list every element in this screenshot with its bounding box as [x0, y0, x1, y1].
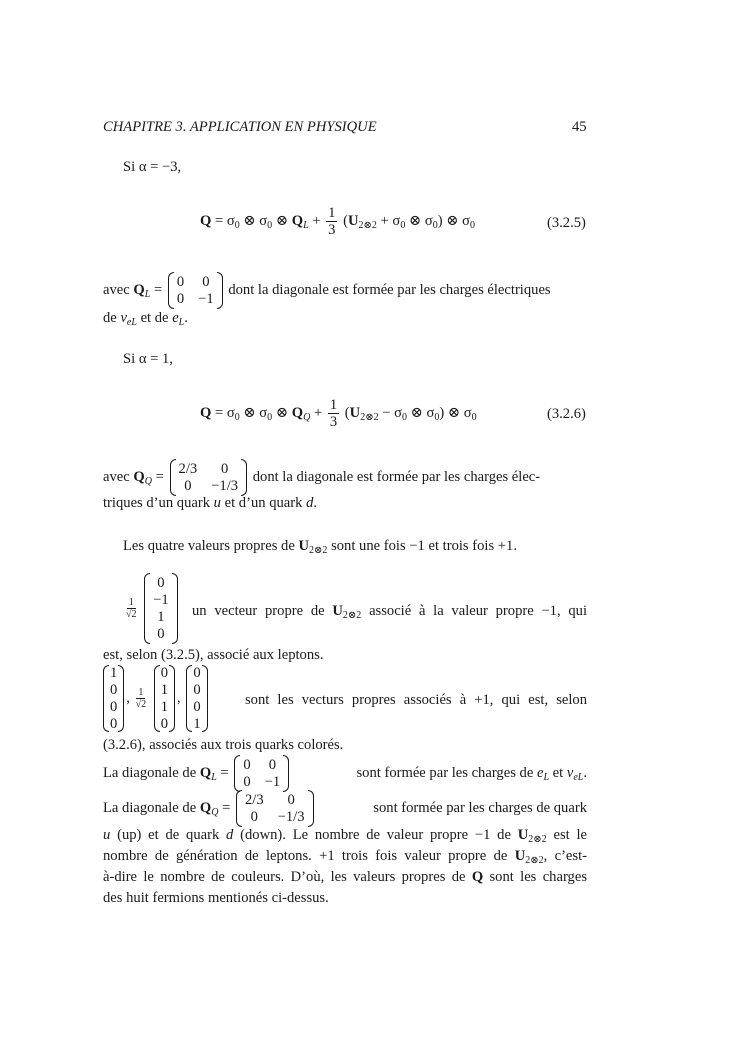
equation-3-2-5: $Q = \sigma_0$ ⊗ $\sigma_0$ ⊗ $Q_L$ + $\frac{1}{3}$ ($U_{2\otimes 2} + \sigma_0$ ⊗ $\sigma_0$) ⊗ $\sigma_0$	[200, 205, 475, 238]
case2-intro: Si α = 1,	[123, 351, 173, 367]
eigen-sentence: Les quatre valeurs propres de $U_{2\otimes 2}$ sont une fois −1 et trois fois +1.	[123, 538, 517, 556]
vec-minus-text: un vecteur propre de $U_{2\otimes 2}$ associé à la valeur propre −1, qui	[192, 603, 588, 621]
eq-number-3-2-6: (3.2.6)	[547, 406, 586, 422]
vec-plus-text: sont les vecturs propres associés à +1, qui est, selon	[245, 692, 587, 708]
diag-line2: La diagonale de $Q_Q$ = 2/3 0 0 −1/3 sont formée par les charges de quark	[103, 792, 587, 825]
diag-line6: des huit fermions mentionés ci-dessus.	[103, 890, 329, 906]
vec-e3: 0 0 0 1	[186, 665, 207, 732]
equation-3-2-6: $Q = \sigma_0$ ⊗ $\sigma_0$ ⊗ $Q_Q$ + $\frac{1}{3}$ ($U_{2\otimes 2} - \sigma_0$ ⊗ $\sigma_0$) ⊗ $\sigma_0$	[200, 397, 477, 430]
vec-plus-line2: (3.2.6), associés aux trois quarks colorés.	[103, 737, 344, 753]
vec-minus: 0 −1 1 0	[144, 573, 178, 644]
vec-plus-line: 1 0 0 0 , $\frac{1}{√2}$ 0 1 1 0 , 0 0 0 1	[103, 665, 210, 732]
case1-matrix-line: avec $Q_L$ = 0 0 0 −1 dont la diagonale est formée par les charges électriques	[103, 274, 551, 307]
case1-intro: Si α = −3,	[123, 159, 182, 175]
QL-matrix: 0 0 0 −1	[168, 272, 223, 309]
diag-line1: La diagonale de $Q_L$ = 0 0 0 −1 sont formée par les charges de $e_L$ et $\nu_{eL}$.	[103, 757, 587, 790]
vec-minus-line: $\frac{1}{√2}$ 0 −1 1 0	[124, 573, 180, 644]
case1-line2: de $\nu_{eL}$ et de $e_L$.	[103, 310, 188, 328]
diag-line3: u (up) et de quark d (down). Le nombre de valeur propre −1 de $U_{2\otimes 2}$ est le	[103, 827, 587, 845]
case2-line2: triques d’un quark u et d’un quark d.	[103, 495, 318, 511]
QQ-matrix: 2/3 0 0 −1/3	[170, 459, 248, 496]
vec-e1: 1 0 0 0	[103, 665, 124, 732]
running-header: CHAPITRE 3. APPLICATION EN PHYSIQUE	[103, 119, 377, 135]
diag-line5: à-dire le nombre de couleurs. D’où, les valeurs propres de Q sont les charges	[103, 869, 587, 885]
diag-line4: nombre de génération de leptons. +1 trois fois valeur propre de $U_{2\otimes 2}$, c’est-	[103, 848, 587, 866]
case2-matrix-line: avec $Q_Q$ = 2/3 0 0 −1/3 dont la diagonale est formée par les charges élec-	[103, 461, 541, 494]
vec-minus-line2: est, selon (3.2.5), associé aux leptons.	[103, 647, 324, 663]
eq-number-3-2-5: (3.2.5)	[547, 215, 586, 231]
page-number: 45	[572, 119, 587, 135]
vec-e2: 0 1 1 0	[154, 665, 175, 732]
